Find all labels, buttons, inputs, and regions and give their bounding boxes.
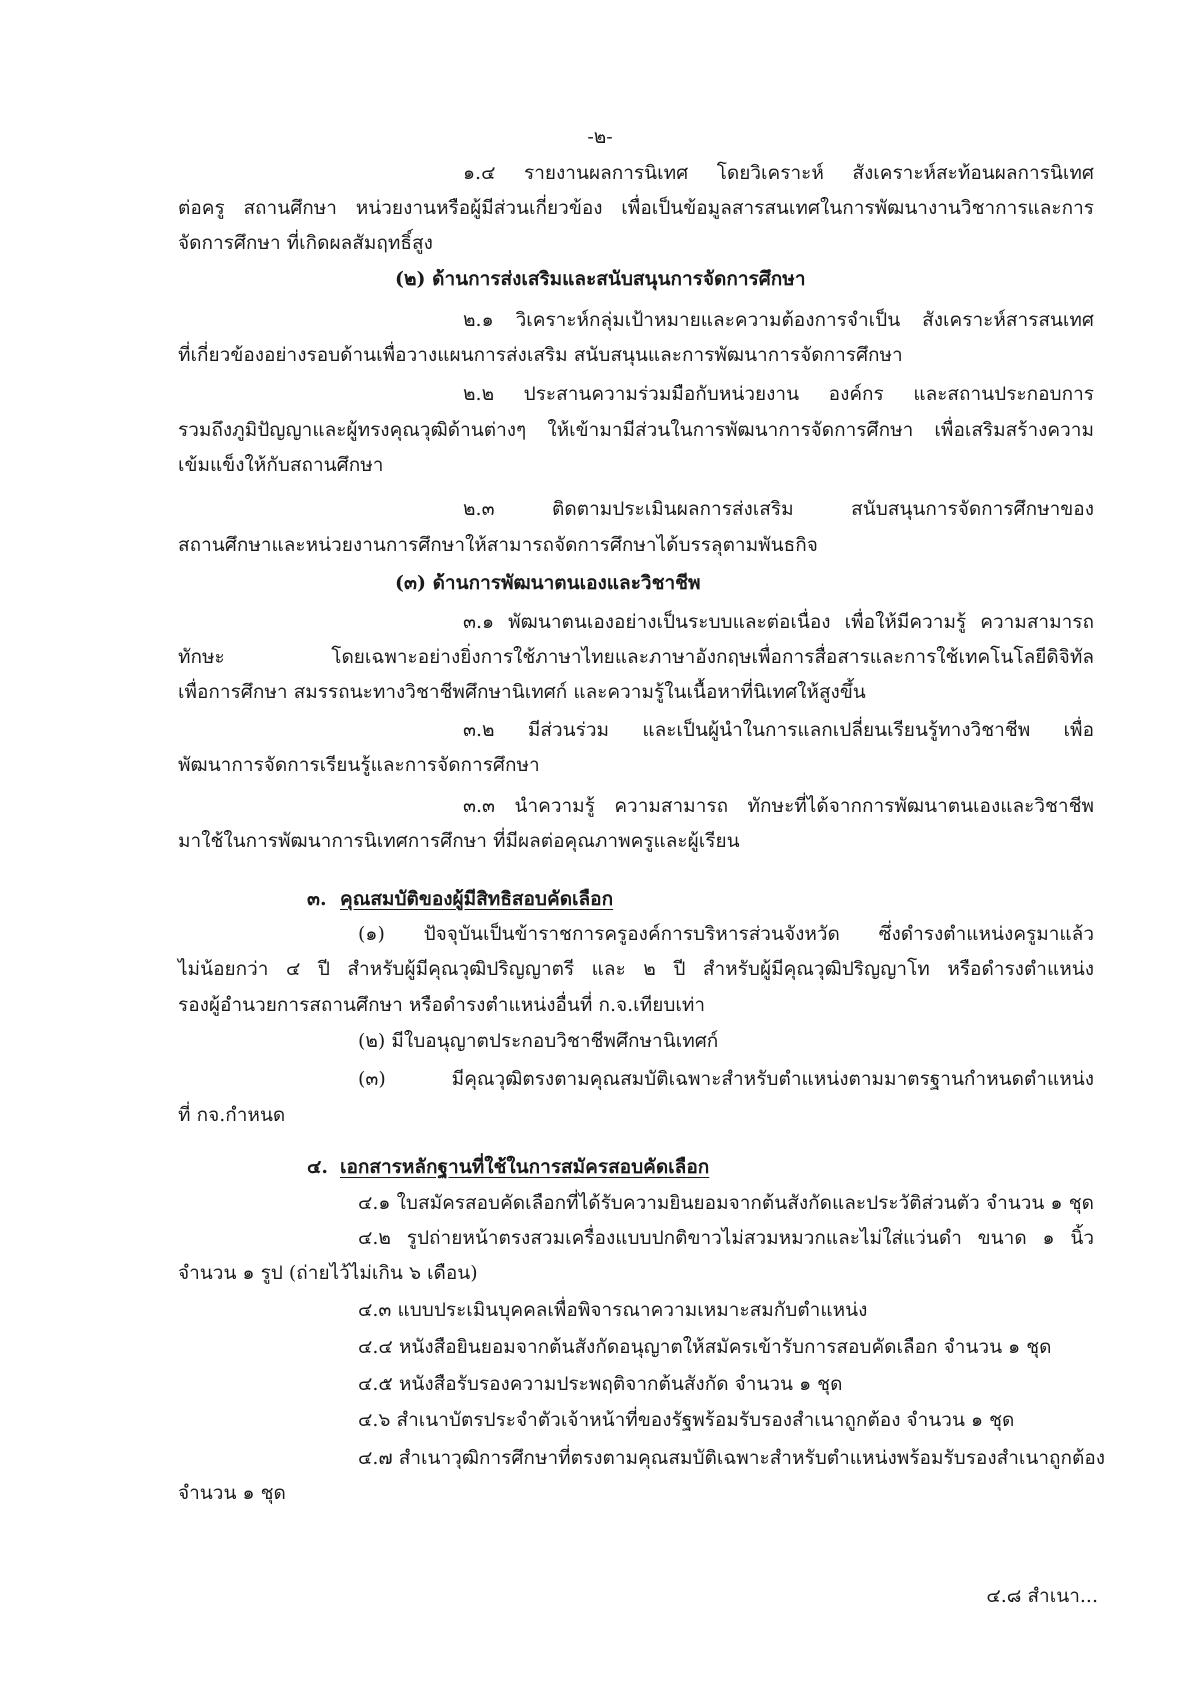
- paragraph-3-2-line-2: พัฒนาการจัดการเรียนรู้และการจัดการศึกษา: [178, 754, 540, 776]
- paragraph-1-4-line-3: จัดการศึกษา ที่เกิดผลสัมฤทธิ์สูง: [178, 232, 433, 254]
- paragraph-3-1-line-2: ทักษะ โดยเฉพาะอย่างยิ่งการใช้ภาษาไทยและภาษาอังกฤษเพื่อการสื่อสารและการใช้เทคโนโลยีดิจิทัล: [178, 646, 1094, 668]
- document-4-7-line-2: จำนวน ๑ ชุด: [178, 1482, 286, 1504]
- paragraph-3-1-line-3: เพื่อการศึกษา สมรรถนะทางวิชาชีพศึกษานิเทศก์ และความรู้ในเนื้อหาที่นิเทศให้สูงขึ้น: [178, 681, 866, 703]
- qualification-3-line-1: (๓) มีคุณวุฒิตรงตามคุณสมบัติเฉพาะสำหรับตำแหน่งตามมาตรฐานกำหนดตำแหน่ง: [358, 1068, 1094, 1090]
- qualifications-heading: คุณสมบัติของผู้มีสิทธิสอบคัดเลือก: [340, 888, 614, 910]
- paragraph-1-4-line-2: ต่อครู สถานศึกษา หน่วยงานหรือผู้มีส่วนเกี่ยวข้อง เพื่อเป็นข้อมูลสารสนเทศในการพัฒนางานวิชาการและการ: [178, 197, 1094, 219]
- paragraph-3-2-line-1: ๓.๒ มีส่วนร่วม และเป็นผู้นำในการแลกเปลี่ยนเรียนรู้ทางวิชาชีพ เพื่อ: [463, 719, 1094, 741]
- paragraph-3-1-line-1: ๓.๑ พัฒนาตนเองอย่างเป็นระบบและต่อเนื่อง เพื่อให้มีความรู้ ความสามารถ: [463, 611, 1094, 633]
- document-4-5: ๔.๕ หนังสือรับรองความประพฤติจากต้นสังกัด จำนวน ๑ ชุด: [358, 1373, 843, 1395]
- paragraph-3-3-line-2: มาใช้ในการพัฒนาการนิเทศการศึกษา ที่มีผลต่อคุณภาพครูและผู้เรียน: [178, 830, 740, 852]
- document-4-1: ๔.๑ ใบสมัครสอบคัดเลือกที่ได้รับความยินยอมจากต้นสังกัดและประวัติส่วนตัว จำนวน ๑ ชุด: [358, 1192, 1094, 1214]
- qualification-1-line-2: ไม่น้อยกว่า ๔ ปี สำหรับผู้มีคุณวุฒิปริญญาตรี และ ๒ ปี สำหรับผู้มีคุณวุฒิปริญญาโท หรือดำรงตำแหน่ง: [178, 958, 1094, 980]
- document-4-4: ๔.๔ หนังสือยินยอมจากต้นสังกัดอนุญาตให้สมัครเข้ารับการสอบคัดเลือก จำนวน ๑ ชุด: [358, 1336, 1052, 1358]
- document-4-3: ๔.๓ แบบประเมินบุคคลเพื่อพิจารณาความเหมาะสมกับตำแหน่ง: [358, 1299, 868, 1321]
- document-4-7-line-1: ๔.๗ สำเนาวุฒิการศึกษาที่ตรงตามคุณสมบัติเฉพาะสำหรับตำแหน่งพร้อมรับรองสำเนาถูกต้อง: [358, 1447, 1106, 1469]
- page-number: -๒-: [587, 126, 613, 148]
- paragraph-2-3-line-1: ๒.๓ ติดตามประเมินผลการส่งเสริม สนับสนุนการจัดการศึกษาของ: [463, 498, 1094, 520]
- documents-heading-number: ๔.: [307, 1156, 328, 1178]
- paragraph-2-2-line-3: เข้มแข็งให้กับสถานศึกษา: [178, 454, 384, 476]
- paragraph-2-2-line-2: รวมถึงภูมิปัญญาและผู้ทรงคุณวุฒิด้านต่างๆ ให้เข้ามามีส่วนในการพัฒนาการจัดการศึกษา เพื่อเสริมสร้างความ: [178, 419, 1094, 441]
- document-4-6: ๔.๖ สำเนาบัตรประจำตัวเจ้าหน้าที่ของรัฐพร้อมรับรองสำเนาถูกต้อง จำนวน ๑ ชุด: [358, 1409, 1015, 1431]
- paragraph-2-1-line-1: ๒.๑ วิเคราะห์กลุ่มเป้าหมายและความต้องการจำเป็น สังเคราะห์สารสนเทศ: [463, 309, 1094, 331]
- qualification-1-line-1: (๑) ปัจจุบันเป็นข้าราชการครูองค์การบริหารส่วนจังหวัด ซึ่งดำรงตำแหน่งครูมาแล้ว: [358, 923, 1094, 945]
- qualification-2: (๒) มีใบอนุญาตประกอบวิชาชีพศึกษานิเทศก์: [358, 1030, 719, 1052]
- qualification-3-line-2: ที่ กจ.กำหนด: [178, 1104, 286, 1126]
- document-4-2-line-1: ๔.๒ รูปถ่ายหน้าตรงสวมเครื่องแบบปกติขาวไม่สวมหมวกและไม่ใส่แว่นดำ ขนาด ๑ นิ้ว: [358, 1227, 1094, 1249]
- qualification-1-line-3: รองผู้อำนวยการสถานศึกษา หรือดำรงตำแหน่งอื่นที่ ก.จ.เทียบเท่า: [178, 994, 706, 1016]
- qualifications-heading-number: ๓.: [307, 888, 327, 910]
- paragraph-2-2-line-1: ๒.๒ ประสานความร่วมมือกับหน่วยงาน องค์กร และสถานประกอบการ: [463, 383, 1094, 405]
- section-2-heading: (๒) ด้านการส่งเสริมและสนับสนุนการจัดการศึกษา: [395, 268, 806, 290]
- documents-heading: เอกสารหลักฐานที่ใช้ในการสมัครสอบคัดเลือก: [340, 1156, 710, 1178]
- paragraph-3-3-line-1: ๓.๓ นำความรู้ ความสามารถ ทักษะที่ได้จากการพัฒนาตนเองและวิชาชีพ: [463, 795, 1094, 817]
- section-3-heading: (๓) ด้านการพัฒนาตนเองและวิชาชีพ: [395, 572, 701, 594]
- paragraph-2-3-line-2: สถานศึกษาและหน่วยงานการศึกษาให้สามารถจัดการศึกษาได้บรรลุตามพันธกิจ: [178, 534, 818, 556]
- paragraph-2-1-line-2: ที่เกี่ยวข้องอย่างรอบด้านเพื่อวางแผนการส่งเสริม สนับสนุนและการพัฒนาการจัดการศึกษา: [178, 344, 903, 366]
- continuation-marker: ๔.๘ สำเนา...: [986, 1585, 1098, 1607]
- paragraph-1-4-line-1: ๑.๔ รายงานผลการนิเทศ โดยวิเคราะห์ สังเคราะห์สะท้อนผลการนิเทศ: [463, 162, 1094, 184]
- document-4-2-line-2: จำนวน ๑ รูป (ถ่ายไว้ไม่เกิน ๖ เดือน): [178, 1262, 478, 1284]
